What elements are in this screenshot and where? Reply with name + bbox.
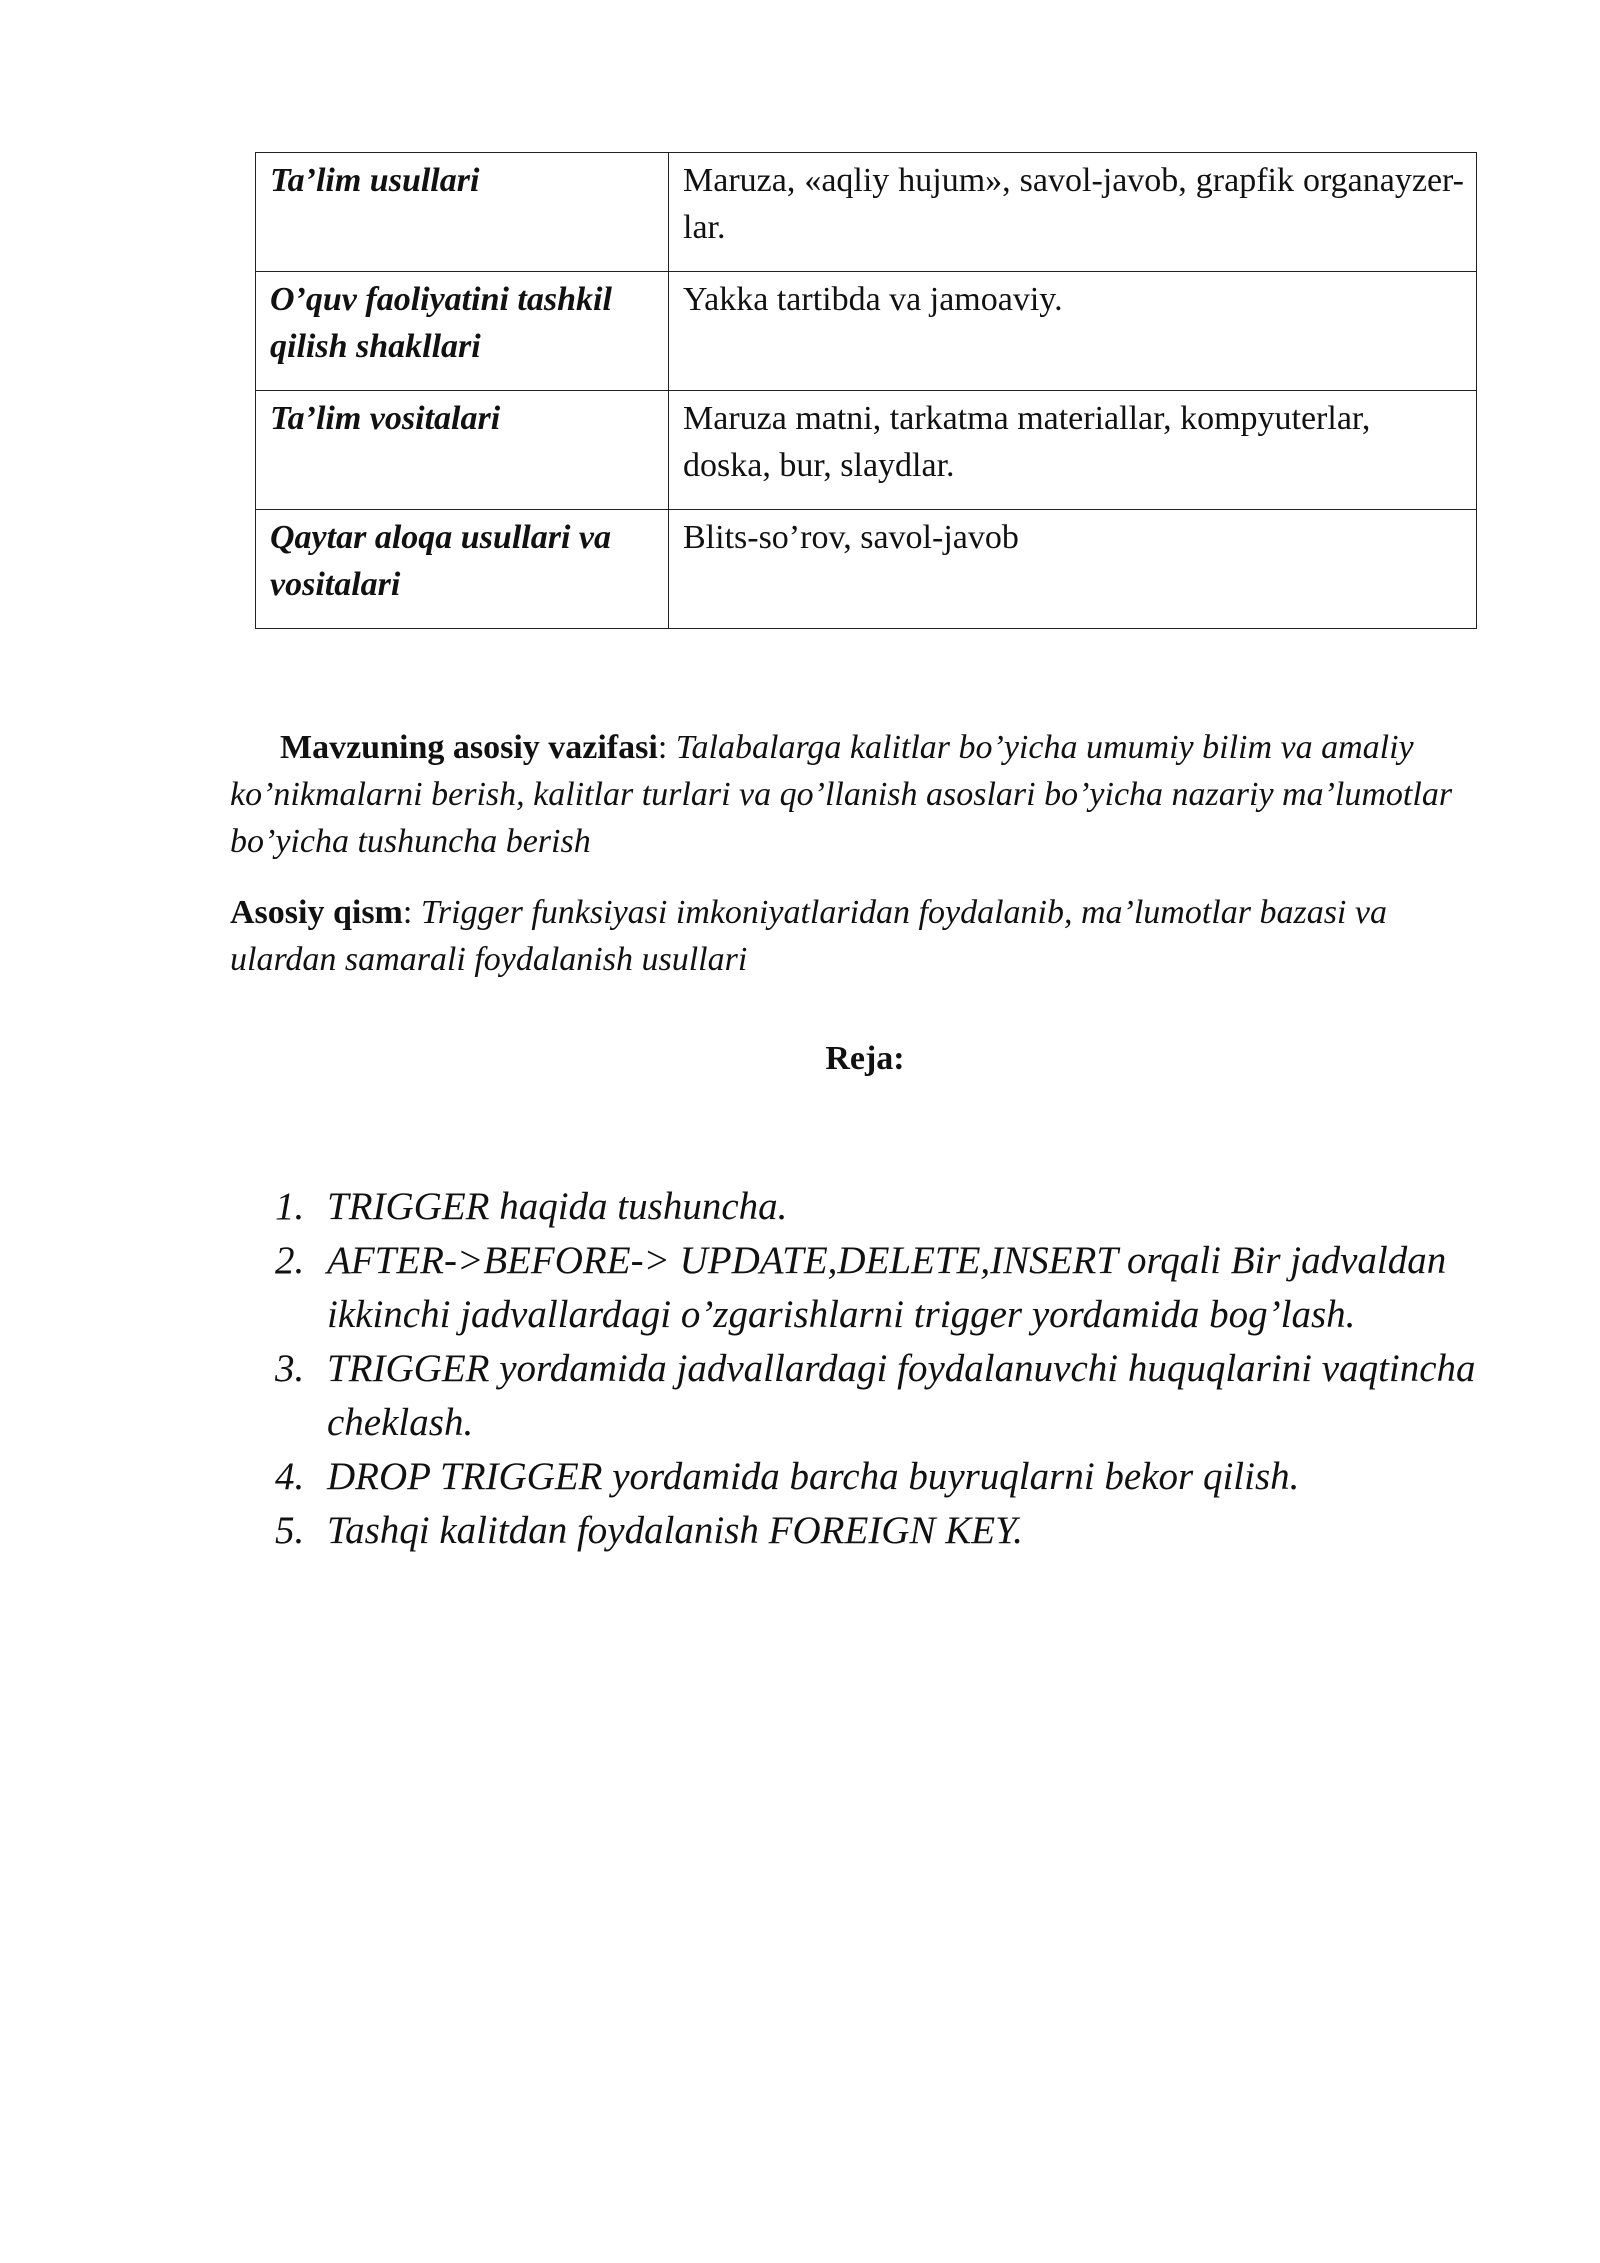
list-item: [275, 1234, 1535, 1342]
plan-title: Reja:: [825, 1040, 905, 1077]
table-row: [256, 153, 1477, 272]
row-value: Maruza, «aqliy hujum», savol-javob, grapfik organayzer-lar.: [669, 153, 1477, 272]
list-item-text: DROP TRIGGER yordamida barcha buyruqlarni bekor qilish.: [327, 1455, 1300, 1498]
list-item: [275, 1504, 1535, 1558]
row-value: Blits-so’rov, savol-javob: [669, 510, 1477, 629]
list-item-number: 3.: [275, 1347, 305, 1390]
list-item: [275, 1450, 1535, 1504]
list-item-text: TRIGGER yordamida jadvallardagi foydalanuvchi huquqlarini vaqtincha cheklash.: [327, 1347, 1476, 1444]
list-item: [275, 1342, 1535, 1450]
main-part-label: Asosiy qism: [230, 894, 403, 931]
main-task-label: Mavzuning asosiy vazifasi: [280, 729, 658, 766]
list-item-text: Tashqi kalitdan foydalanish FOREIGN KEY.: [327, 1509, 1023, 1552]
list-item-number: 1.: [275, 1185, 305, 1228]
table-row: [256, 510, 1477, 629]
plan-list: [275, 1180, 1535, 1558]
table-row: [256, 272, 1477, 391]
list-item-text: TRIGGER haqida tushuncha.: [327, 1185, 788, 1228]
row-label: Ta’lim vositalari: [256, 391, 669, 510]
main-task-text: Talabalarga kalitlar bo’yicha umumiy bilim va amaliy ko’nikmalarni berish, kalitlar turlari va qo’llanish asoslari bo’yicha nazariy ma’lumotlar bo’yicha tushuncha berish: [230, 729, 1453, 860]
main-part-text: Trigger funksiyasi imkoniyatlaridan foydalanib, ma’lumotlar bazasi va ulardan samarali foydalanish usullari: [230, 894, 1387, 978]
row-label: O’quv faoliyatini tashkil qilish shakllari: [256, 272, 669, 391]
main-part-separator: :: [402, 894, 413, 931]
list-item-number: 4.: [275, 1455, 305, 1498]
main-task-separator: :: [657, 729, 668, 766]
main-task-paragraph: [230, 724, 1500, 865]
main-part-paragraph: [230, 889, 1500, 983]
row-label: Qaytar aloqa usullari va vositalari: [256, 510, 669, 629]
list-item-number: 2.: [275, 1239, 305, 1282]
info-table: [255, 152, 1477, 629]
row-label: Ta’lim usullari: [256, 153, 669, 272]
list-item-number: 5.: [275, 1509, 305, 1552]
list-item: [275, 1180, 1535, 1234]
row-value: Maruza matni, tarkatma materiallar, kompyuterlar, doska, bur, slaydlar.: [669, 391, 1477, 510]
list-item-text: AFTER->BEFORE-> UPDATE,DELETE,INSERT orqali Bir jadvaldan ikkinchi jadvallardagi o’zgarishlarni trigger yordamida bog’lash.: [327, 1239, 1447, 1336]
row-value: Yakka tartibda va jamoaviy.: [669, 272, 1477, 391]
table-row: [256, 391, 1477, 510]
